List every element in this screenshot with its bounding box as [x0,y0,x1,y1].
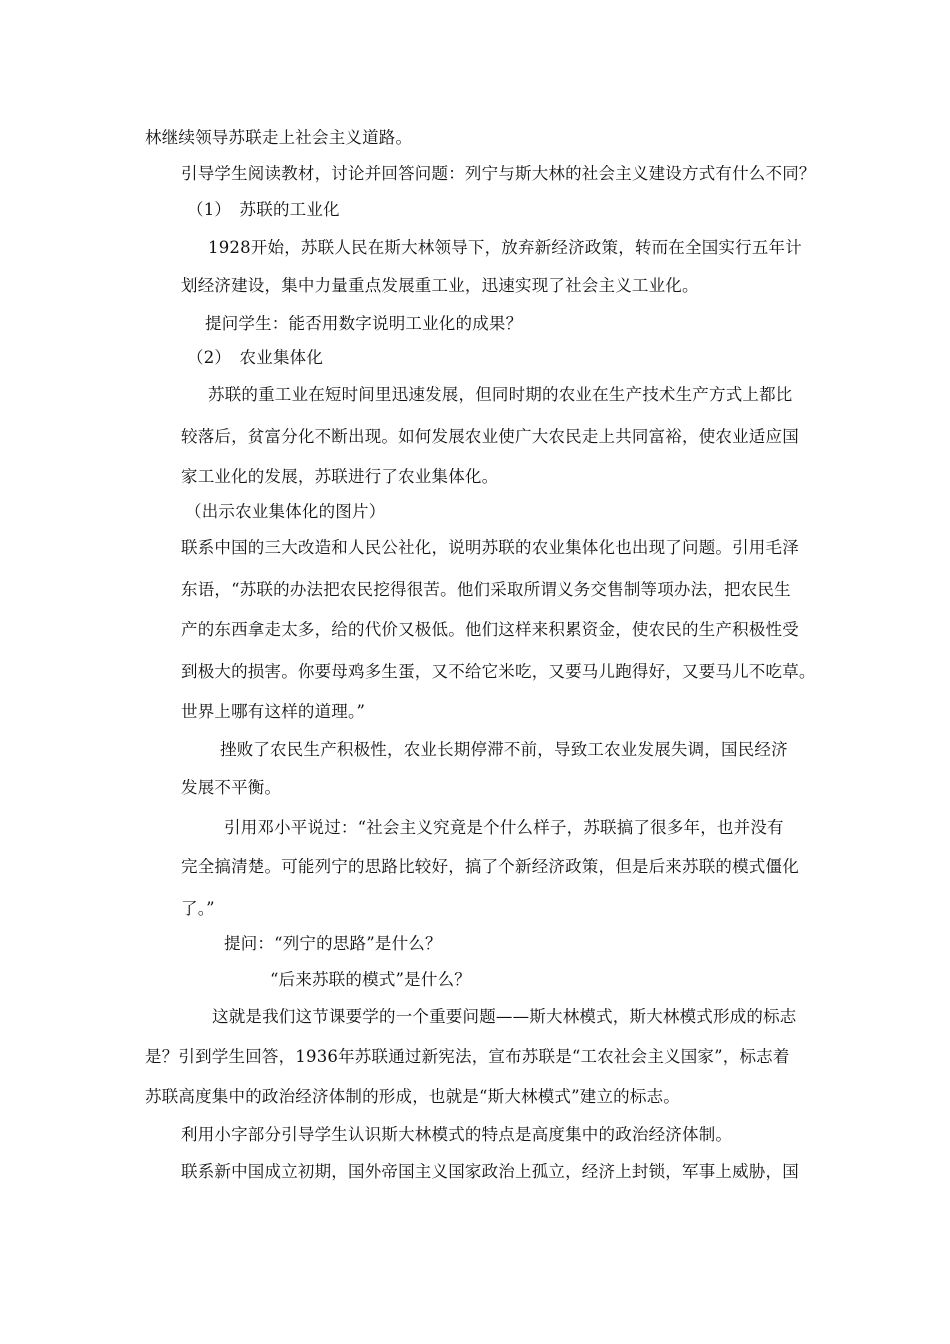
text-line: 较落后，贫富分化不断出现。如何发展农业使广大农民走上共同富裕，使农业适应国 [181,427,799,446]
text-line: 利用小字部分引导学生认识斯大林模式的特点是高度集中的政治经济体制。 [181,1125,733,1144]
text-line: 发展不平衡。 [181,778,282,797]
text-line: 引导学生阅读教材，讨论并回答问题：列宁与斯大林的社会主义建设方式有什么不同？ [181,164,816,183]
text-line: 完全搞清楚。可能列宁的思路比较好，搞了个新经济政策，但是后来苏联的模式僵化 [181,857,799,876]
text-line: 引用邓小平说过：“社会主义究竟是个什么样子，苏联搞了很多年，也并没有 [224,818,784,837]
text-line: 苏联高度集中的政治经济体制的形成，也就是“斯大林模式”建立的标志。 [145,1087,680,1106]
text-line: 这就是我们这节课要学的一个重要问题——斯大林模式，斯大林模式形成的标志 [212,1007,797,1026]
text-line: 划经济建设，集中力量重点发展重工业，迅速实现了社会主义工业化。 [181,276,699,295]
text-line: （出示农业集体化的图片） [185,502,386,521]
text-line: 产的东西拿走太多，给的代价又极低。他们这样来积累资金，使农民的生产积极性受 [181,620,799,639]
section-heading: （1） 苏联的工业化 [187,200,340,219]
text-line: 1928开始，苏联人民在斯大林领导下，放弃新经济政策，转而在全国实行五年计 [208,238,802,257]
text-line: 联系中国的三大改造和人民公社化，说明苏联的农业集体化也出现了问题。引用毛泽 [181,538,799,557]
text-line: 联系新中国成立初期，国外帝国主义国家政治上孤立，经济上封锁，军事上威胁，国 [181,1162,799,1181]
section-heading: （2） 农业集体化 [187,348,324,367]
text-line: 苏联的重工业在短时间里迅速发展，但同时期的农业在生产技术生产方式上都比 [208,385,793,404]
text-line: 东语，“苏联的办法把农民挖得很苦。他们采取所谓义务交售制等项办法，把农民生 [181,580,791,599]
text-line: “后来苏联的模式”是什么？ [270,970,471,989]
text-line: 提问：“列宁的思路”是什么？ [224,934,442,953]
text-line: 林继续领导苏联走上社会主义道路。 [145,128,413,147]
text-line: 是？引到学生回答，1936年苏联通过新宪法，宣布苏联是“工农社会主义国家”，标志着 [145,1047,790,1066]
text-line: 了。” [181,899,215,918]
text-line: 家工业化的发展，苏联进行了农业集体化。 [181,467,499,486]
text-line: 提问学生：能否用数字说明工业化的成果？ [205,314,523,333]
text-line: 到极大的损害。你要母鸡多生蛋，又不给它米吃，又要马儿跑得好，又要马儿不吃草。 [181,662,816,681]
text-line: 世界上哪有这样的道理。” [181,702,366,721]
text-line: 挫败了农民生产积极性，农业长期停滞不前，导致工农业发展失调，国民经济 [220,740,788,759]
